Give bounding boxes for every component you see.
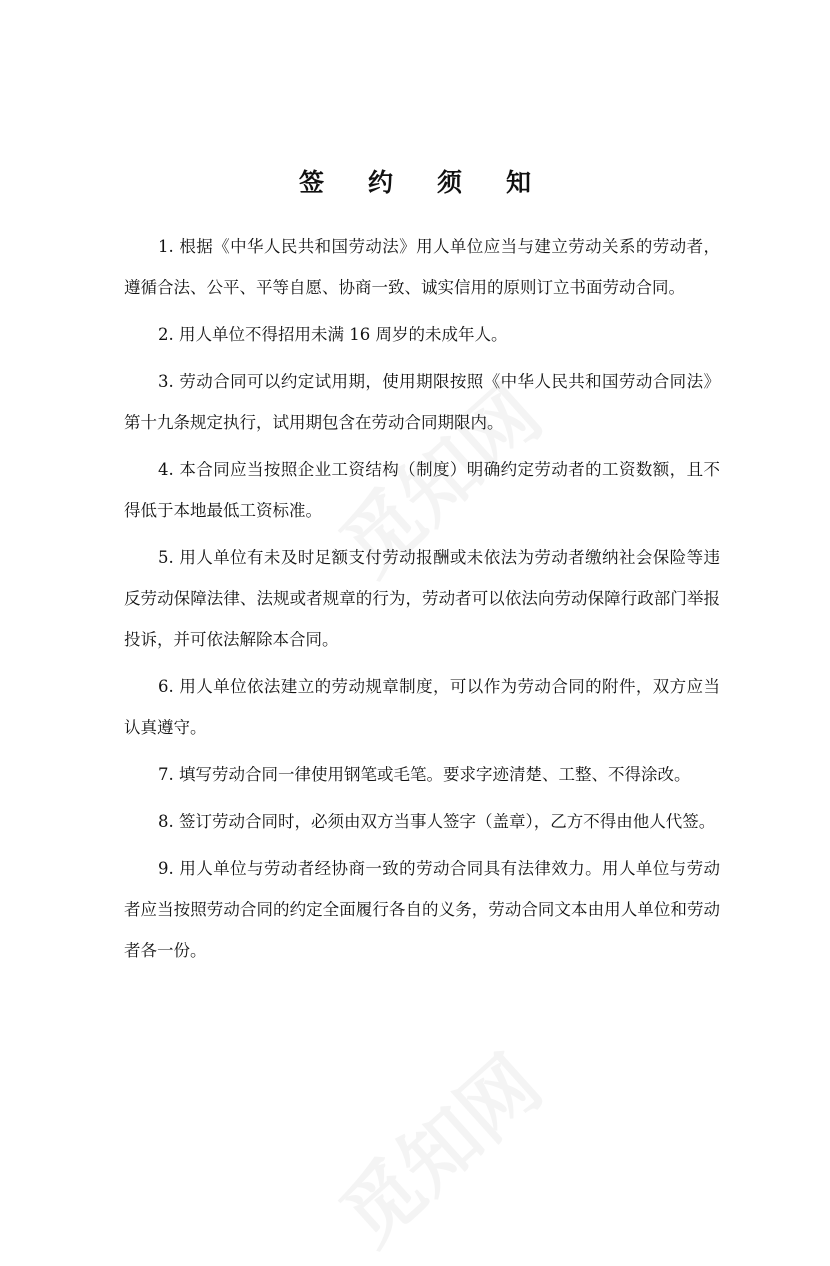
page-title: 签约须知	[298, 167, 575, 197]
notice-item-5: 5. 用人单位有未及时足额支付劳动报酬或未依法为劳动者缴纳社会保险等违反劳动保障法律、法规或者规章的行为，劳动者可以依法向劳动保障行政部门举报投诉，并可依法解除本合同。	[124, 548, 720, 649]
notice-item-6: 6. 用人单位依法建立的劳动规章制度，可以作为劳动合同的附件，双方应当认真遵守。	[124, 677, 720, 737]
notice-item-1: 1. 根据《中华人民共和国劳动法》用人单位应当与建立劳动关系的劳动者，遵循合法、公平、平等自愿、协商一致、诚实信用的原则订立书面劳动合同。	[124, 237, 720, 297]
notice-item-8: 8. 签订劳动合同时，必须由双方当事人签字（盖章），乙方不得由他人代签。	[158, 812, 716, 831]
notice-item-2: 2. 用人单位不得招用未满 16 周岁的未成年人。	[158, 325, 508, 344]
notice-item-3: 3. 劳动合同可以约定试用期，使用期限按照《中华人民共和国劳动合同法》第十九条规定执行，试用期包含在劳动合同期限内。	[124, 372, 720, 432]
watermark	[313, 1026, 562, 1266]
notice-body	[124, 226, 720, 977]
notice-item-7: 7. 填写劳动合同一律使用钢笔或毛笔。要求字迹清楚、工整、不得涂改。	[158, 765, 691, 784]
notice-item-4: 4. 本合同应当按照企业工资结构（制度）明确约定劳动者的工资数额，且不得低于本地最低工资标准。	[124, 460, 720, 520]
notice-item-9: 9. 用人单位与劳动者经协商一致的劳动合同具有法律效力。用人单位与劳动者应当按照劳动合同的约定全面履行各自的义务，劳动合同文本由用人单位和劳动者各一份。	[124, 859, 720, 960]
